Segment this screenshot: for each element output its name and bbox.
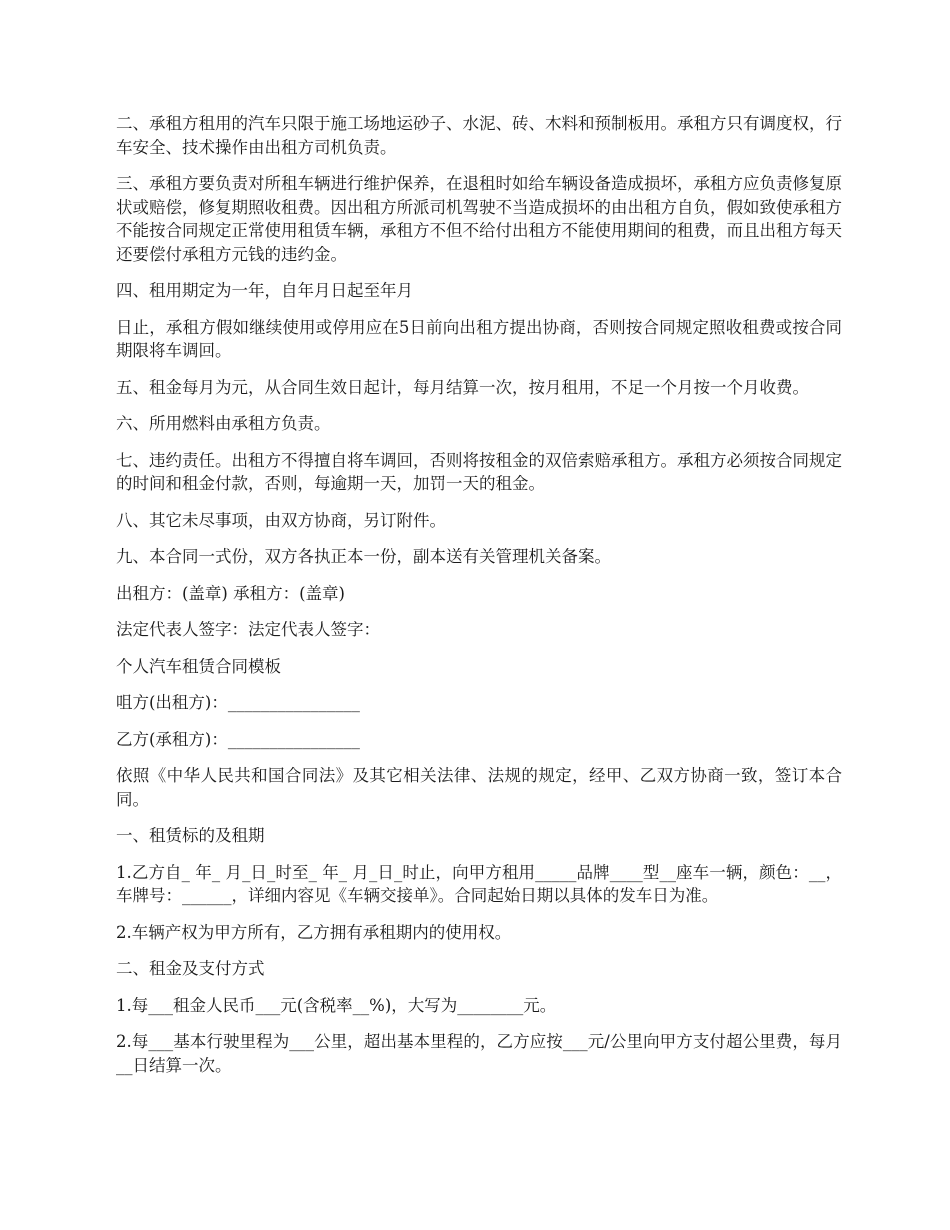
item-2-ownership: 2.车辆产权为甲方所有，乙方拥有承租期内的使用权。 [116,922,512,942]
clause-5-rent: 五、租金每月为元，从合同生效日起计，每月结算一次，按月租用，不足一个月按一个月收费。 [116,377,809,397]
party-b-line: 乙方(承租方)：________________ [116,729,360,749]
signature-representative-line: 法定代表人签字：法定代表人签字： [116,620,380,639]
heading-rent-payment: 二、租金及支付方式 [116,959,265,978]
clause-7-liability: 七、违约责任。出租方不得擅自将车调回，否则将按租金的双倍索赔承租方。承租方必须按合同规定的时间和租金付款，否则，每逾期一天，加罚一天的租金。 [116,450,842,493]
clause-2-usage-scope: 二、承租方租用的汽车只限于施工场地运砂子、水泥、砖、木料和预制板用。承租方只有调度权，行车安全、技术操作由出租方司机负责。 [116,114,842,157]
clause-4-continuation: 日止，承租方假如继续使用或停用应在5日前向出租方提出协商，否则按合同规定照收租费或按合同期限将车调回。 [116,317,842,360]
preamble: 依照《中华人民共和国合同法》及其它相关法律、法规的规定，经甲、乙双方协商一致，签订本合同。 [116,766,842,809]
item-1-lease-details: 1.乙方自_ 年_ 月_日_时至_ 年_ 月_日_时止，向甲方租用_____品牌____型__座车一辆，颜色：__，车牌号：______，详细内容见《车辆交接单》。合同起始日期以具体的发车日为准。 [116,862,842,905]
item-2-mileage: 2.每___基本行驶里程为___公里，超出基本里程的，乙方应按___元/公里向甲方支付超公里费，每月__日结算一次。 [116,1032,842,1075]
section-title: 个人汽车租赁合同模板 [116,656,281,676]
clause-6-fuel: 六、所用燃料由承租方负责。 [116,414,331,433]
signature-seal-line: 出租方：(盖章) 承租方：(盖章) [116,583,345,603]
clause-3-maintenance: 三、承租方要负责对所租车辆进行维护保养，在退租时如给车辆设备造成损坏，承租方应负责修复原状或赔偿，修复期照收租费。因出租方所派司机驾驶不当造成损坏的由出租方自负，假如致使承租方不能按合同规定正常使用租赁车辆，承租方不但不给付出租方不能使用期间的租费，而且出租方每天还要偿付承租方元钱的违约金。 [116,174,842,264]
clause-4-rental-period: 四、租用期定为一年，自年月日起至年月 [116,281,413,300]
clause-8-other-matters: 八、其它未尽事项，由双方协商，另订附件。 [116,510,446,530]
item-1-rent-amount: 1.每___租金人民币___元(含税率__%)，大写为________元。 [116,995,557,1015]
clause-9-copies: 九、本合同一式份，双方各执正本一份，副本送有关管理机关备案。 [116,547,611,566]
party-a-line: 咀方(出租方)：________________ [116,693,360,712]
heading-lease-subject: 一、租赁标的及租期 [116,826,265,845]
document-page [116,112,842,1090]
